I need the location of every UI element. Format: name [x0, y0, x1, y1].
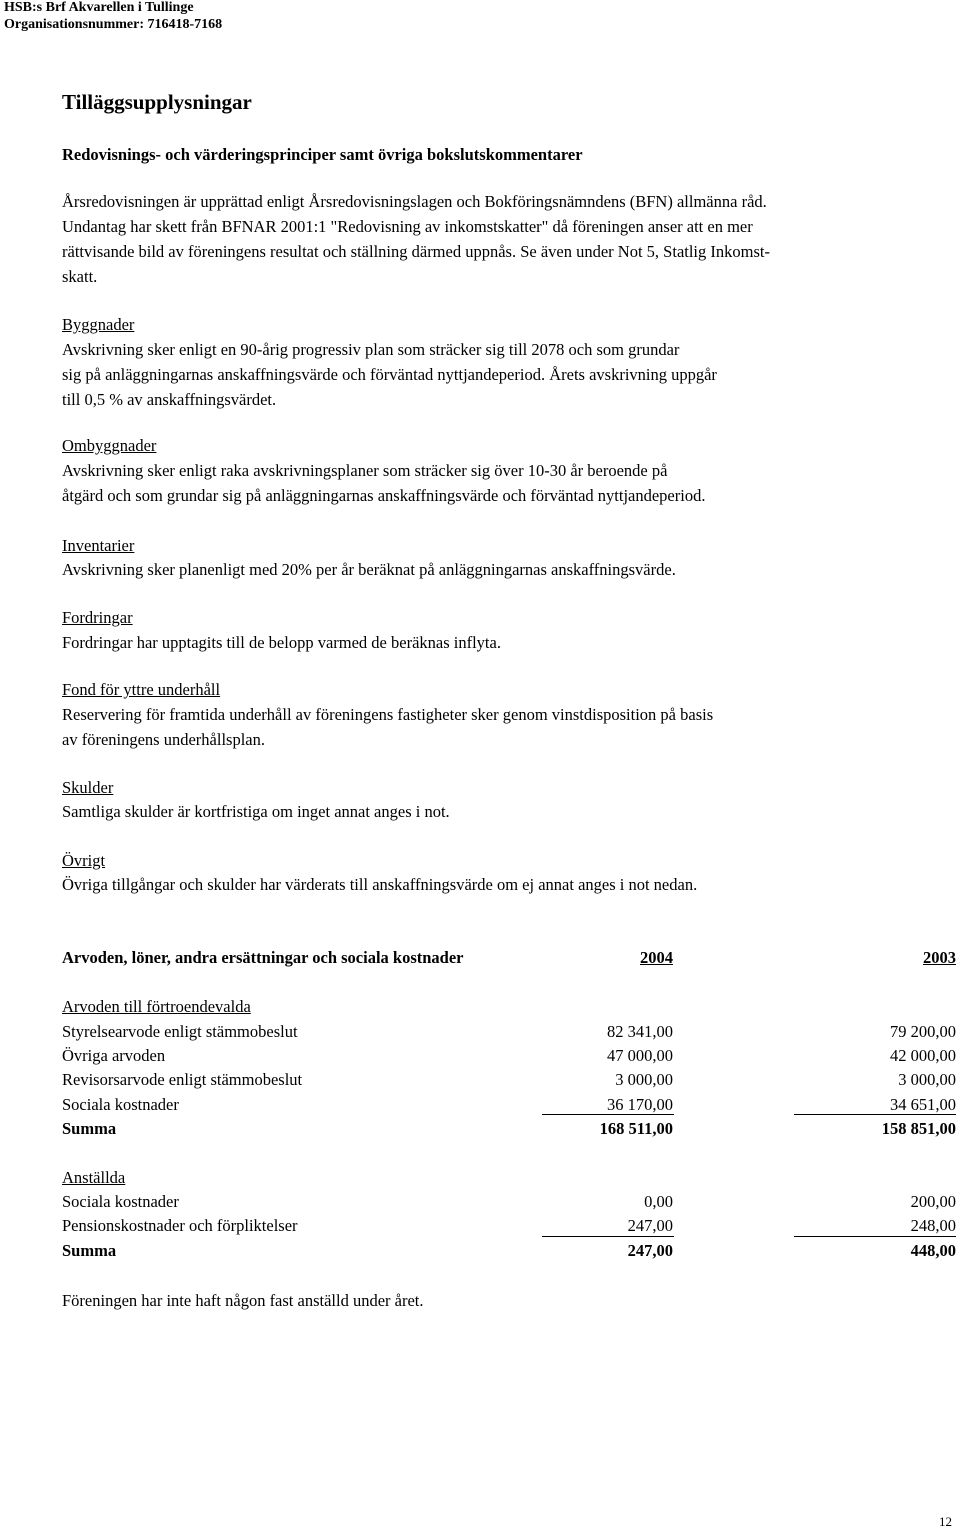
principle-heading-inventarier: Inventarier [62, 536, 135, 555]
principle-text: Avskrivning sker enligt raka avskrivningsplaner som sträcker sig över 10-30 år beroende på [62, 461, 668, 480]
page-number: 12 [939, 1514, 952, 1529]
table-row-label: Sociala kostnader [62, 1095, 179, 1114]
table-cell-2004: 0,00 [644, 1192, 673, 1211]
principle-text: sig på anläggningarnas anskaffningsvärde och förväntad nyttjandeperiod. Årets avskrivning uppgår [62, 365, 717, 384]
sum-2004: 247,00 [627, 1241, 673, 1260]
subtotal-rule [542, 1114, 674, 1115]
intro-line: rättvisande bild av föreningens resultat och ställning därmed uppnås. Se även under Not 5, Statlig Inkomst- [62, 242, 770, 261]
principle-text: Samtliga skulder är kortfristiga om inget annat anges i not. [62, 802, 450, 821]
column-header-2003: 2003 [923, 948, 956, 967]
table-row-label: Övriga arvoden [62, 1046, 166, 1065]
principle-text: till 0,5 % av anskaffningsvärdet. [62, 390, 277, 409]
principle-heading-skulder: Skulder [62, 778, 114, 797]
subtotal-rule [794, 1236, 956, 1237]
table-cell-2004: 36 170,00 [607, 1095, 673, 1114]
principle-heading-ovrigt: Övrigt [62, 851, 106, 870]
table-cell-2003: 42 000,00 [890, 1046, 956, 1065]
subtotal-rule [794, 1114, 956, 1115]
table-row-label: Sociala kostnader [62, 1192, 179, 1211]
table-cell-2003: 248,00 [910, 1216, 956, 1235]
principle-heading-fordringar: Fordringar [62, 608, 133, 627]
footnote: Föreningen har inte haft någon fast anställd under året. [62, 1291, 424, 1310]
principle-text: Fordringar har upptagits till de belopp varmed de beräknas inflyta. [62, 633, 501, 652]
org-number: Organisationsnummer: 716418-7168 [4, 17, 223, 32]
table-cell-2003: 200,00 [910, 1192, 956, 1211]
intro-line: Årsredovisningen är upprättad enligt Årsredovisningslagen och Bokföringsnämndens (BFN) allmänna råd. [62, 192, 767, 211]
group-heading-anstallda: Anställda [62, 1168, 126, 1187]
principle-heading-fond: Fond för yttre underhåll [62, 680, 221, 699]
principle-text: Övriga tillgångar och skulder har värderats till anskaffningsvärde om ej annat anges i not nedan. [62, 875, 698, 894]
principle-text: Avskrivning sker planenligt med 20% per år beräknat på anläggningarnas anskaffningsvärde. [62, 560, 676, 579]
intro-line: Undantag har skett från BFNAR 2001:1 "Redovisning av inkomstskatter" då föreningen anser att en mer [62, 217, 753, 236]
sum-label: Summa [62, 1119, 117, 1138]
table-cell-2003: 3 000,00 [898, 1070, 956, 1089]
table-row-label: Revisorsarvode enligt stämmobeslut [62, 1070, 303, 1089]
intro-line: skatt. [62, 267, 98, 286]
principle-text: åtgärd och som grundar sig på anläggningarnas anskaffningsvärde och förväntad nyttjandeperiod. [62, 486, 706, 505]
org-name: HSB:s Brf Akvarellen i Tullinge [4, 0, 194, 15]
table-cell-2003: 79 200,00 [890, 1022, 956, 1041]
table-cell-2004: 247,00 [627, 1216, 673, 1235]
table-cell-2004: 47 000,00 [607, 1046, 673, 1065]
table-cell-2003: 34 651,00 [890, 1095, 956, 1114]
principle-text: Avskrivning sker enligt en 90-årig progressiv plan som sträcker sig till 2078 och som grundar [62, 340, 680, 359]
table-cell-2004: 3 000,00 [615, 1070, 673, 1089]
principle-text: av föreningens underhållsplan. [62, 730, 265, 749]
sum-2004: 168 511,00 [599, 1119, 673, 1138]
principle-heading-byggnader: Byggnader [62, 315, 135, 334]
subtotal-rule [542, 1236, 674, 1237]
table-row-label: Pensionskostnader och förpliktelser [62, 1216, 298, 1235]
table-title: Arvoden, löner, andra ersättningar och sociala kostnader [62, 948, 464, 967]
column-header-2004: 2004 [640, 948, 673, 967]
table-row-label: Styrelsearvode enligt stämmobeslut [62, 1022, 298, 1041]
table-cell-2004: 82 341,00 [607, 1022, 673, 1041]
group-heading-arvoden: Arvoden till förtroendevalda [62, 997, 251, 1016]
principle-heading-ombyggnader: Ombyggnader [62, 436, 157, 455]
sum-label: Summa [62, 1241, 117, 1260]
sum-2003: 158 851,00 [881, 1119, 956, 1138]
principle-text: Reservering för framtida underhåll av föreningens fastigheter sker genom vinstdisposition på basis [62, 705, 714, 724]
section-title: Redovisnings- och värderingsprinciper samt övriga bokslutskommentarer [62, 145, 583, 164]
page-title: Tilläggsupplysningar [62, 90, 252, 114]
sum-2003: 448,00 [910, 1241, 956, 1260]
